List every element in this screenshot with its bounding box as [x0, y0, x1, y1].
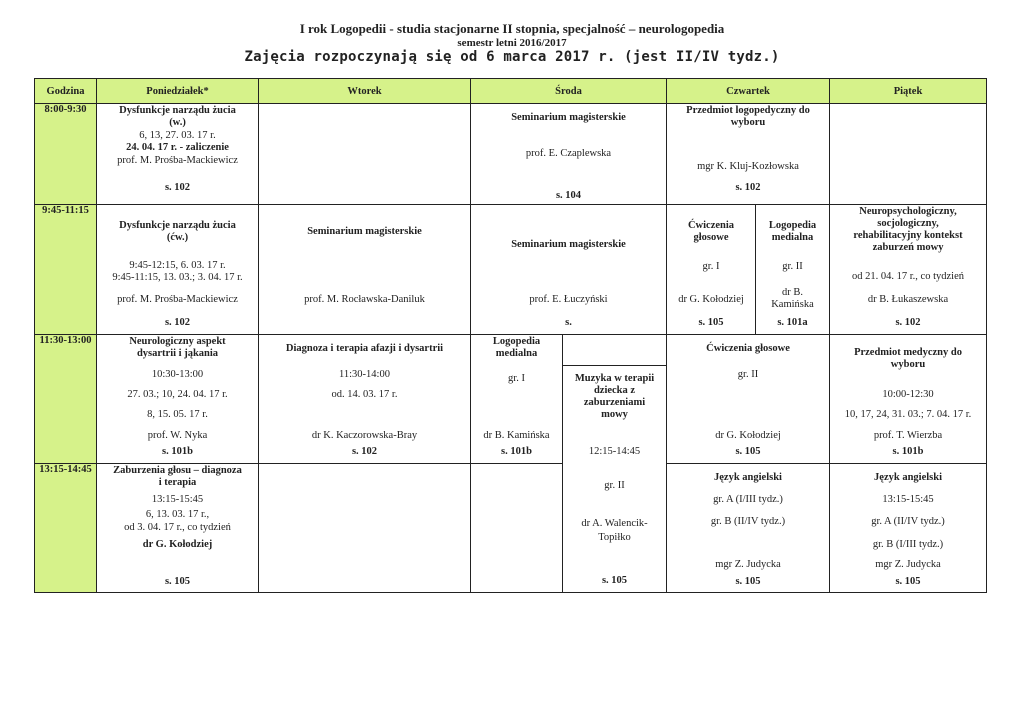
- lecturer: prof. M. Prośba-Mackiewicz: [117, 155, 238, 166]
- cell-divider: [563, 335, 666, 366]
- lecturer: dr K. Kaczorowska-Bray: [311, 430, 418, 441]
- row-1: [35, 104, 987, 205]
- group: gr. II: [604, 480, 625, 491]
- class-time: 12:15-14:45: [588, 446, 641, 457]
- cell-wed-4a: [471, 464, 563, 593]
- cell-mon-1: [97, 104, 259, 205]
- col-header-time: Godzina: [35, 79, 97, 104]
- title-line-3: Zajęcia rozpoczynają się od 6 marca 2017 r. (jest II/IV tydz.): [244, 49, 780, 65]
- lecturer: prof. M. Rocławska-Daniluk: [304, 294, 425, 305]
- group: gr. A (I/III tydz.): [713, 494, 783, 505]
- dates: 27. 03.; 10, 24. 04. 17 r.: [127, 389, 228, 400]
- lecturer: dr G. Kołodziej: [715, 430, 781, 441]
- group: gr. II: [782, 261, 803, 272]
- group: gr. B (II/IV tydz.): [710, 516, 786, 527]
- dates: 8, 15. 05. 17 r.: [147, 409, 208, 420]
- group: gr. I: [702, 261, 720, 272]
- row-2: [35, 205, 987, 335]
- group: gr. II: [737, 369, 759, 380]
- room: s. 102: [164, 317, 191, 328]
- dates: 6, 13. 03. 17 r.,: [145, 509, 210, 520]
- lecturer: Topiłko: [598, 532, 631, 543]
- cell-fri-1: [830, 104, 987, 205]
- course-title: dziecka z: [593, 385, 636, 396]
- room: s. 104: [555, 190, 582, 201]
- course-title: mowy: [601, 409, 628, 420]
- cell-mon-4: [97, 464, 259, 593]
- dates: 6, 13, 27. 03. 17 r.: [139, 130, 216, 141]
- dates: od. 14. 03. 17 r.: [331, 389, 398, 400]
- cell-fri-3: [830, 335, 987, 464]
- lecturer: Kamińska: [771, 299, 814, 310]
- dates: 10, 17, 24, 31. 03.; 7. 04. 17 r.: [844, 409, 972, 420]
- course-title: Neuropsychologiczny,: [859, 206, 957, 217]
- course-title: Język angielski: [874, 472, 942, 483]
- lecturer: dr B. Kamińska: [483, 430, 550, 441]
- dates: 24. 04. 17 r. - zaliczenie: [126, 142, 229, 153]
- course-title: Diagnoza i terapia afazji i dysartrii: [285, 343, 444, 354]
- lecturer: prof. T. Wierzba: [873, 430, 943, 441]
- room: s. 102: [895, 317, 921, 328]
- course-title: socjologiczny,: [877, 218, 939, 229]
- room: s. 102: [351, 446, 378, 457]
- course-title: Seminarium magisterskie: [511, 112, 626, 123]
- course-title: wyboru: [730, 117, 766, 128]
- class-time: 13:15-15:45: [151, 494, 204, 505]
- cell-mon-3: [97, 335, 259, 464]
- room: s. 105: [601, 575, 628, 586]
- course-title: Ćwiczenia głosowe: [706, 343, 790, 354]
- room: s. 102: [735, 182, 761, 193]
- header-row: [35, 79, 987, 104]
- course-title: zaburzeniami: [583, 397, 646, 408]
- course-title: Logopedia: [492, 336, 541, 347]
- cell-wed-3b: [563, 335, 667, 593]
- cell-thu-1: [667, 104, 830, 205]
- lecturer: prof. E. Łuczyński: [529, 294, 608, 305]
- row-4: [35, 464, 987, 593]
- lecturer: mgr K. Kluj-Kozłowska: [697, 161, 799, 172]
- course-title: Seminarium magisterskie: [511, 239, 626, 250]
- schedule-table: [34, 78, 987, 593]
- lecturer: dr B. Łukaszewska: [867, 294, 949, 305]
- lecturer: prof. E. Czaplewska: [525, 148, 612, 159]
- course-title: Ćwiczenia: [687, 220, 735, 231]
- col-header-fri: Piątek: [830, 79, 987, 104]
- room: s.: [565, 317, 572, 328]
- room: s. 101b: [892, 446, 924, 457]
- lecturer: dr G. Kołodziej: [142, 539, 213, 550]
- dates: 9:45-11:15, 13. 03.; 3. 04. 17 r.: [112, 272, 243, 283]
- cell-wed-2: [471, 205, 667, 335]
- room: s. 105: [735, 446, 761, 457]
- cell-thu-2a: [667, 205, 756, 335]
- col-header-mon: Poniedziałek*: [97, 79, 259, 104]
- course-title: Muzyka w terapii: [574, 373, 655, 384]
- cell-wed-3a: [471, 335, 563, 464]
- lecturer: prof. W. Nyka: [147, 430, 208, 441]
- room: s. 105: [895, 576, 921, 587]
- room: s. 102: [164, 182, 191, 193]
- course-title: wyboru: [890, 359, 926, 370]
- course-title: (w.): [169, 117, 186, 128]
- time-slot: 11:30-13:00: [35, 335, 97, 464]
- cell-mon-2: [97, 205, 259, 335]
- course-title: Zaburzenia głosu – diagnoza: [113, 465, 242, 476]
- lecturer: dr B.: [782, 287, 803, 298]
- cell-thu-4: [667, 464, 830, 593]
- group: gr. A (II/IV tydz.): [871, 516, 945, 527]
- room: s. 101b: [162, 446, 193, 457]
- class-time: 13:15-15:45: [882, 494, 934, 505]
- course-title: (ćw.): [166, 232, 189, 243]
- lecturer: prof. M. Prośba-Mackiewicz: [117, 294, 238, 305]
- cell-tue-3: [259, 335, 471, 464]
- cell-thu-3: [667, 335, 830, 464]
- course-title: dysartrii i jąkania: [136, 348, 219, 359]
- dates: od 21. 04. 17 r., co tydzień: [852, 271, 964, 282]
- course-title: głosowe: [693, 232, 729, 243]
- col-header-wed: Środa: [471, 79, 667, 104]
- time-slot: 8:00-9:30: [35, 104, 97, 205]
- course-title: medialna: [771, 232, 814, 243]
- time-slot: 9:45-11:15: [35, 205, 97, 335]
- course-title: Logopedia: [768, 220, 817, 231]
- col-header-thu: Czwartek: [667, 79, 830, 104]
- class-time: 10:00-12:30: [882, 389, 934, 400]
- dates: 9:45-12:15, 6. 03. 17 r.: [129, 260, 226, 271]
- room: s. 101a: [777, 317, 808, 328]
- lecturer: dr A. Walencik-: [581, 518, 648, 529]
- title-line-2: semestr letni 2016/2017: [457, 37, 567, 49]
- course-title: Dysfunkcje narządu żucia: [119, 220, 236, 231]
- course-title: Dysfunkcje narządu żucia: [119, 105, 236, 116]
- lecturer: dr G. Kołodziej: [678, 294, 744, 305]
- group: gr. I: [508, 373, 525, 384]
- row-3: [35, 335, 987, 464]
- cell-tue-4: [259, 464, 471, 593]
- title-line-1: I rok Logopedii - studia stacjonarne II stopnia, specjalność – neurologopedia: [299, 21, 725, 36]
- course-title: Seminarium magisterskie: [307, 226, 422, 237]
- cell-fri-2: [830, 205, 987, 335]
- time-slot: 13:15-14:45: [35, 464, 97, 593]
- class-time: 11:30-14:00: [339, 369, 390, 380]
- room: s. 105: [735, 576, 761, 587]
- course-title: medialna: [495, 348, 538, 359]
- cell-thu-2b: [756, 205, 830, 335]
- course-title: Neurologiczny aspekt: [129, 336, 226, 347]
- lecturer: mgr Z. Judycka: [875, 559, 941, 570]
- room: s. 105: [164, 576, 191, 587]
- lecturer: mgr Z. Judycka: [715, 559, 781, 570]
- course-title: zaburzeń mowy: [872, 242, 944, 253]
- cell-tue-2: [259, 205, 471, 335]
- group: gr. B (I/III tydz.): [872, 539, 944, 550]
- room: s. 105: [698, 317, 724, 328]
- room: s. 101b: [501, 446, 532, 457]
- course-title: Język angielski: [714, 472, 782, 483]
- cell-tue-1: [259, 104, 471, 205]
- class-time: 10:30-13:00: [151, 369, 204, 380]
- cell-wed-1: [471, 104, 667, 205]
- course-title: Przedmiot logopedyczny do: [686, 105, 810, 116]
- course-title: Przedmiot medyczny do: [854, 347, 962, 358]
- course-title: i terapia: [158, 477, 197, 488]
- cell-fri-4: [830, 464, 987, 593]
- col-header-tue: Wtorek: [259, 79, 471, 104]
- course-title: rehabilitacyjny kontekst: [853, 230, 963, 241]
- dates: od 3. 04. 17 r., co tydzień: [124, 522, 231, 533]
